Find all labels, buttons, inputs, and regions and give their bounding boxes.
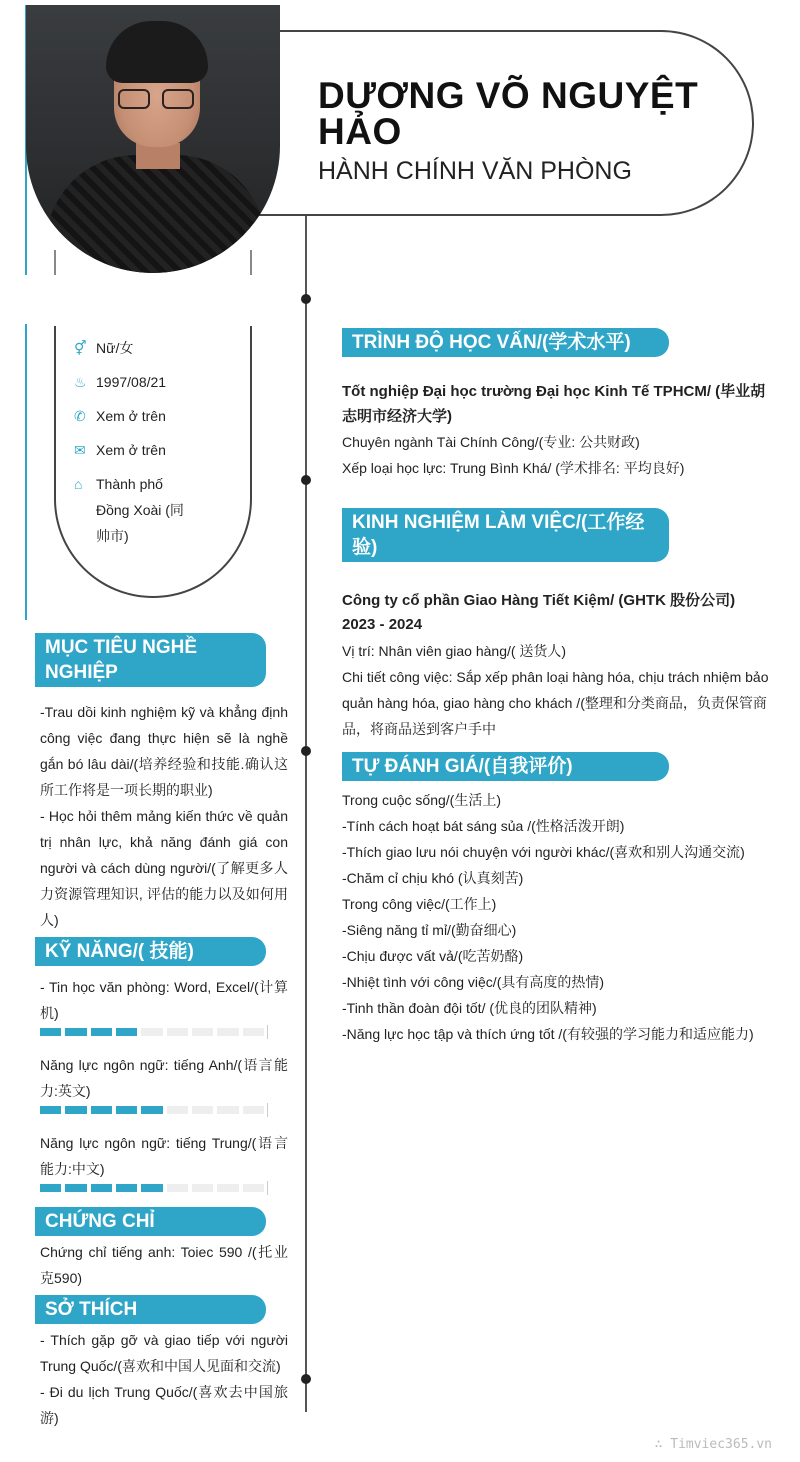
- timeline-dot: [301, 1374, 311, 1384]
- objective-text-1: -Trau dồi kinh nghiệm kỹ và khẳng định công việc đang thực hiện sẽ là nghề gắn bó lâu dài/(培养经验和技能.确认这所工作将是一项长期的职业): [40, 704, 288, 798]
- skill-bar-segment: [167, 1106, 188, 1114]
- birthday-cake-icon: ♨: [74, 374, 87, 390]
- timeline-line: [305, 216, 307, 1412]
- self-assessment-line: -Chịu được vất vả/(吃苦奶酪): [342, 948, 524, 964]
- skill-bar-segment: [40, 1106, 61, 1114]
- skill-bar-segment: [91, 1106, 112, 1114]
- hobby-text-1: - Thích gặp gỡ và giao tiếp với người Trung Quốc/(喜欢和中国人见面和交流): [40, 1332, 288, 1374]
- contact-phone-value: Xem ở trên: [96, 408, 166, 424]
- skill-bar-segment: [192, 1028, 213, 1036]
- skill-bar-segment: [217, 1028, 238, 1036]
- contact-birthday: [74, 369, 196, 395]
- timeline-dot: [301, 475, 311, 485]
- skills-heading: KỸ NĂNG/( 技能): [35, 937, 266, 966]
- skill-bar-segment: [91, 1184, 112, 1192]
- skill-bar-segment: [141, 1106, 162, 1114]
- skill-bar-segment: [243, 1106, 264, 1114]
- skill-label: - Tin học văn phòng: Word, Excel/(计算机): [40, 979, 288, 1021]
- skill-bar-segment: [141, 1028, 162, 1036]
- experience-period: 2023 - 2024: [342, 616, 423, 633]
- contact-gender: [74, 335, 196, 361]
- self-assessment-line: Trong công việc/(工作上): [342, 896, 497, 912]
- home-icon: ⌂: [74, 476, 83, 492]
- profile-photo: [26, 5, 280, 273]
- education-major: Chuyên ngành Tài Chính Công/(专业: 公共财政): [342, 434, 640, 450]
- education-heading: TRÌNH ĐỘ HỌC VẤN/(学术水平): [342, 328, 669, 357]
- candidate-name: DƯƠNG VÕ NGUYỆT HẢO: [318, 75, 699, 152]
- self-assessment-line: -Chăm cỉ chịu khó (认真刻苦): [342, 870, 524, 886]
- skill-bar-segment: [243, 1184, 264, 1192]
- self-assessment-line: -Năng lực học tập và thích ứng tốt /(有较强的学习能力和适应能力): [342, 1026, 754, 1042]
- skill-bar-segment: [65, 1184, 86, 1192]
- self-assessment-heading: TỰ ĐÁNH GIÁ/(自我评价): [342, 752, 669, 781]
- skill-label: Năng lực ngôn ngữ: tiếng Anh/(语言能力:英文): [40, 1057, 288, 1099]
- self-assessment-line: -Thích giao lưu nói chuyện với người khác/(喜欢和别人沟通交流): [342, 844, 745, 860]
- skill-bar: [40, 1184, 264, 1192]
- experience-details: Chi tiết công việc: Sắp xếp phân loại hàng hóa, chịu trách nhiệm bảo quản hàng hóa, giao hàng cho khách /(整理和分类商品，负责保管商品，将商品送到客户手中: [342, 669, 769, 737]
- contact-accent-line: [25, 324, 27, 620]
- skill-bar-end: [267, 1103, 268, 1117]
- skill-bar-segment: [116, 1106, 137, 1114]
- skill-bar-segment: [65, 1106, 86, 1114]
- objective-text-2: - Học hỏi thêm mảng kiến thức về quản trị nhân lực, khả năng đánh giá con người và cách dùng người/(了解更多人力资源管理知识, 评估的能力以及如何用人): [40, 808, 288, 928]
- education-school: Tốt nghiệp Đại học trường Đại học Kinh Tế TPHCM/ (毕业胡志明市经济大学): [342, 383, 766, 425]
- job-title: HÀNH CHÍNH VĂN PHÒNG: [318, 157, 632, 185]
- skill-bar-segment: [116, 1028, 137, 1036]
- skill-bar-segment: [217, 1184, 238, 1192]
- skill-bar-segment: [243, 1028, 264, 1036]
- skill-bar: [40, 1106, 264, 1114]
- skill-bar-segment: [167, 1184, 188, 1192]
- contact-address-value: Thành phố Đồng Xoài (同帅市): [96, 476, 184, 544]
- timeline-dot: [301, 294, 311, 304]
- self-assessment-line: Trong cuộc sống/(生活上): [342, 792, 501, 808]
- skill-bar-end: [267, 1181, 268, 1195]
- watermark-text: Timviec365.vn: [670, 1437, 772, 1452]
- watermark: ∴ Timviec365.vn: [654, 1437, 772, 1452]
- email-icon: ✉: [74, 442, 86, 458]
- contact-gender-value: Nữ/女: [96, 340, 134, 356]
- contact-address: [74, 471, 196, 549]
- self-assessment-line: -Nhiệt tình với công việc/(具有高度的热情): [342, 974, 605, 990]
- skill-bar: [40, 1028, 264, 1036]
- skill-bar-segment: [40, 1028, 61, 1036]
- contact-email-value: Xem ở trên: [96, 442, 166, 458]
- skill-bar-segment: [141, 1184, 162, 1192]
- skill-bar-segment: [91, 1028, 112, 1036]
- hobbies-heading: SỞ THÍCH: [35, 1295, 266, 1324]
- self-assessment-line: -Siêng năng tỉ mỉ/(勤奋细心): [342, 922, 517, 938]
- skill-bar-segment: [116, 1184, 137, 1192]
- skill-bar-segment: [192, 1106, 213, 1114]
- skill-bar-segment: [167, 1028, 188, 1036]
- objective-heading: MỤC TIÊU NGHỀ NGHIỆP: [35, 633, 266, 687]
- experience-position: Vị trí: Nhân viên giao hàng/( 送货人): [342, 643, 567, 659]
- skill-bar-segment: [40, 1184, 61, 1192]
- experience-heading: KINH NGHIỆM LÀM VIỆC/(工作经验): [342, 508, 669, 562]
- self-assessment-line: -Tinh thần đoàn đội tốt/ (优良的团队精神): [342, 1000, 597, 1016]
- skill-bar-segment: [192, 1184, 213, 1192]
- skill-bar-end: [267, 1025, 268, 1039]
- timeline-dot: [301, 746, 311, 756]
- contact-email: [74, 437, 196, 463]
- contact-birthday-value: 1997/08/21: [96, 374, 167, 390]
- whatsapp-icon: ✆: [74, 408, 86, 424]
- certificate-text: Chứng chỉ tiếng anh: Toiec 590 /(托业克590): [40, 1244, 288, 1286]
- skill-label: Năng lực ngôn ngữ: tiếng Trung/(语言能力:中文): [40, 1135, 288, 1177]
- skill-bar-segment: [217, 1106, 238, 1114]
- education-grade: Xếp loại học lực: Trung Bình Khá/ (学术排名: 平均良好): [342, 460, 685, 476]
- gender-icon: ⚥: [74, 340, 87, 356]
- skill-bar-segment: [65, 1028, 86, 1036]
- certificates-heading: CHỨNG CHỈ: [35, 1207, 266, 1236]
- contact-phone: [74, 403, 196, 429]
- self-assessment-line: -Tính cách hoạt bát sáng sủa /(性格活泼开朗): [342, 818, 625, 834]
- experience-company: Công ty cổ phần Giao Hàng Tiết Kiệm/ (GHTK 股份公司): [342, 592, 736, 609]
- hobby-text-2: - Đi du lịch Trung Quốc/(喜欢去中国旅游): [40, 1384, 288, 1426]
